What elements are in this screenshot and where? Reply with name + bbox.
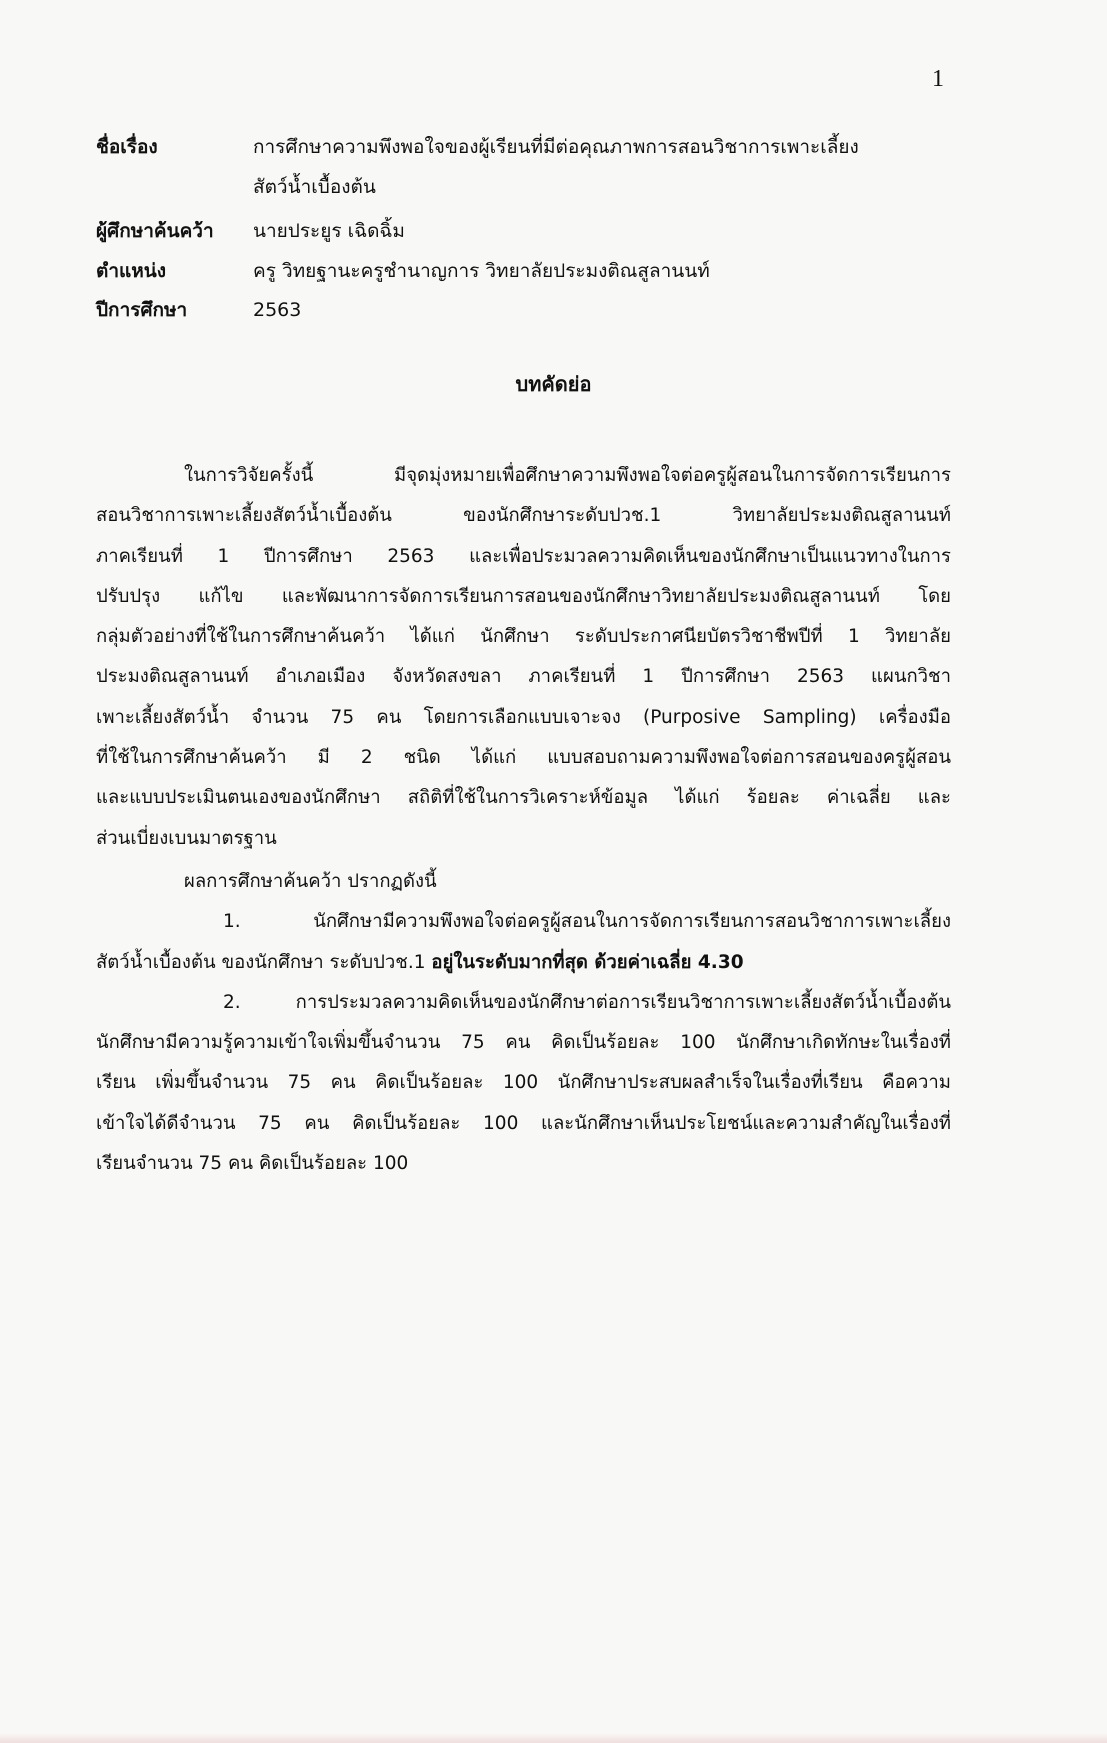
abstract-paragraph-1 xyxy=(96,456,951,859)
title-value-line2: สัตว์น้ำเบื้องต้น xyxy=(253,176,376,198)
result-item-2-line: 2. การประมวลความคิดเห็นของนักศึกษาต่อการเรียนวิชาการเพาะเลี้ยงสัตว์น้ำเบื้องต้น xyxy=(223,991,951,1013)
year-label: ปีการศึกษา xyxy=(96,299,188,321)
paragraph-line: ส่วนเบี่ยงเบนมาตรฐาน xyxy=(96,827,277,849)
abstract-heading: บทคัดย่อ xyxy=(515,372,592,396)
paragraph-line: สอนวิชาการเพาะเลี้ยงสัตว์น้ำเบื้องต้น ของนักศึกษาระดับปวช.1 วิทยาลัยประมงติณสูลานนท์ xyxy=(96,505,951,527)
result-item-2-line: เข้าใจได้ดีจำนวน 75 คน คิดเป็นร้อยละ 100 และนักศึกษาเห็นประโยชน์และความสำคัญในเรื่องที่ xyxy=(96,1112,951,1134)
title-value-line1: การศึกษาความพึงพอใจของผู้เรียนที่มีต่อคุณภาพการสอนวิชาการเพาะเลี้ยง xyxy=(253,136,859,158)
result-item-1-line2 xyxy=(96,943,951,983)
results-intro: ผลการศึกษาค้นคว้า ปรากฏดังนี้ xyxy=(184,871,437,892)
title-label: ชื่อเรื่อง xyxy=(96,136,158,158)
paragraph-line: ปรับปรุง แก้ไข และพัฒนาการจัดการเรียนการสอนของนักศึกษาวิทยาลัยประมงติณสูลานนท์ โดย xyxy=(96,585,951,607)
result-item-2-line: เรียน เพิ่มขึ้นจำนวน 75 คน คิดเป็นร้อยละ 100 นักศึกษาประสบผลสำเร็จในเรื่องที่เรียน คือความ xyxy=(96,1072,951,1094)
researcher-value: นายประยูร เฉิดฉิ้ม xyxy=(253,220,405,242)
page-number: 1 xyxy=(932,66,944,92)
position-value: ครู วิทยฐานะครูชำนาญการ วิทยาลัยประมงติณสูลานนท์ xyxy=(253,260,710,282)
page-bottom-edge xyxy=(0,1733,1107,1743)
year-value: 2563 xyxy=(253,299,302,321)
result-item-1-line1: 1. นักศึกษามีความพึงพอใจต่อครูผู้สอนในการจัดการเรียนการสอนวิชาการเพาะเลี้ยง xyxy=(223,911,951,933)
paragraph-line: ที่ใช้ในการศึกษาค้นคว้า มี 2 ชนิด ได้แก่ แบบสอบถามความพึงพอใจต่อการสอนของครูผู้สอน xyxy=(96,747,951,769)
paragraph-line: ภาคเรียนที่ 1 ปีการศึกษา 2563 และเพื่อประมวลความคิดเห็นของนักศึกษาเป็นแนวทางในการ xyxy=(96,545,951,567)
result-item-1-text: สัตว์น้ำเบื้องต้น ของนักศึกษา ระดับปวช.1 xyxy=(96,951,432,973)
paragraph-line: และแบบประเมินตนเองของนักศึกษา สถิติที่ใช้ในการวิเคราะห์ข้อมูล ได้แก่ ร้อยละ ค่าเฉลี่ย และ xyxy=(96,787,951,809)
paragraph-line: ประมงติณสูลานนท์ อำเภอเมือง จังหวัดสงขลา ภาคเรียนที่ 1 ปีการศึกษา 2563 แผนกวิชา xyxy=(96,666,951,688)
position-label: ตำแหน่ง xyxy=(96,260,167,282)
paragraph-line: ในการวิจัยครั้งนี้ มีจุดมุ่งหมายเพื่อศึกษาความพึงพอใจต่อครูผู้สอนในการจัดการเรียนการ xyxy=(184,465,951,486)
result-item-1-highlight: อยู่ในระดับมากที่สุด ด้วยค่าเฉลี่ย 4.30 xyxy=(431,951,744,973)
results-section xyxy=(96,862,951,1184)
researcher-label: ผู้ศึกษาค้นคว้า xyxy=(96,220,214,242)
paragraph-line: กลุ่มตัวอย่างที่ใช้ในการศึกษาค้นคว้า ได้แก่ นักศึกษา ระดับประกาศนียบัตรวิชาชีพปีที่ 1 วิทยาลัย xyxy=(96,626,951,648)
result-item-2-line: เรียนจำนวน 75 คน คิดเป็นร้อยละ 100 xyxy=(96,1153,409,1175)
paragraph-line: เพาะเลี้ยงสัตว์น้ำ จำนวน 75 คน โดยการเลือกแบบเจาะจง (Purposive Sampling) เครื่องมือ xyxy=(96,706,951,728)
result-item-2-line: นักศึกษามีความรู้ความเข้าใจเพิ่มขึ้นจำนวน 75 คน คิดเป็นร้อยละ 100 นักศึกษาเกิดทักษะในเรื่องที่ xyxy=(96,1032,951,1054)
